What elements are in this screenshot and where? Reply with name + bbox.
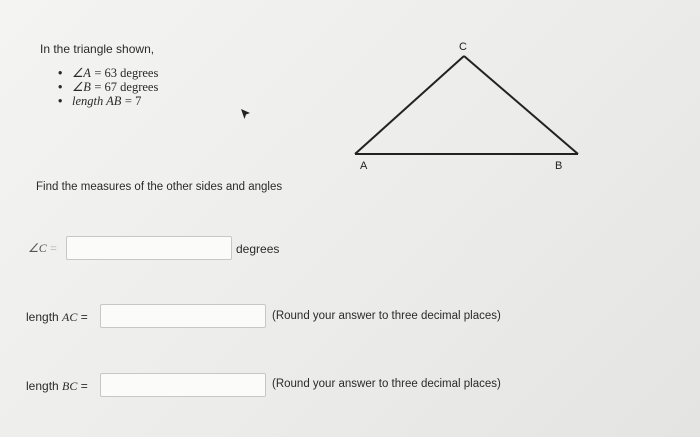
triangle-diagram <box>350 36 590 176</box>
mouse-cursor-icon <box>240 108 252 122</box>
length-ac-prefix: length <box>26 310 59 324</box>
length-ac-symbol: AC <box>62 310 78 324</box>
length-ac-input[interactable] <box>100 304 266 328</box>
length-bc-input[interactable] <box>100 373 266 397</box>
length-bc-label: length BC = <box>26 379 88 393</box>
given-angle-b: • ∠B = 67 degrees <box>58 80 158 94</box>
angle-c-input[interactable] <box>66 236 232 260</box>
vertex-label-c: C <box>459 41 467 53</box>
vertex-label-b: B <box>555 160 563 172</box>
given-angle-b-label: ∠B <box>72 80 91 94</box>
length-ac-hint: (Round your answer to three decimal places) <box>272 310 501 322</box>
given-angle-a-value: 63 degrees <box>104 66 159 80</box>
length-bc-symbol: BC <box>62 379 78 393</box>
givens-list <box>58 66 158 108</box>
length-ac-label: length AC = <box>26 310 88 324</box>
given-angle-b-value: 67 degrees <box>104 80 159 94</box>
given-angle-a-label: ∠A <box>72 66 91 80</box>
length-bc-hint: (Round your answer to three decimal places) <box>272 378 501 390</box>
angle-c-unit: degrees <box>236 242 280 256</box>
length-bc-prefix: length <box>26 379 59 393</box>
side-bc <box>464 56 578 154</box>
given-length-ab-label: length AB <box>72 94 122 108</box>
angle-c-label: ∠C = <box>28 241 57 255</box>
instruction-text: Find the measures of the other sides and angles <box>36 181 283 193</box>
angle-c-symbol: ∠C <box>28 241 47 255</box>
vertex-label-a: A <box>360 160 368 172</box>
given-length-ab-value: 7 <box>135 94 142 108</box>
given-length-ab: • length AB = 7 <box>58 94 158 108</box>
side-ac <box>355 56 464 154</box>
given-angle-a: • ∠A = 63 degrees <box>58 66 158 80</box>
problem-intro: In the triangle shown, <box>40 42 155 56</box>
